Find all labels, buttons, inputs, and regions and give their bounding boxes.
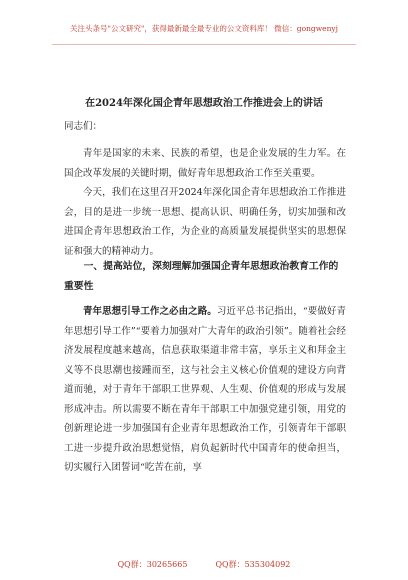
salutation: 同志们： xyxy=(64,121,103,132)
section-heading-1: 一、提高站位，深刻理解加强国企青年思想政治教育工作的重要性 xyxy=(64,261,339,292)
footer-qq-group-1: QQ群：30265665 xyxy=(117,560,188,569)
paragraph-intro: 青年是国家的未来、民族的希望，也是企业发展的生力军。在国企改革发展的关键时期，做好青年思想政治工作至关重要。 xyxy=(64,148,346,179)
header-divider xyxy=(52,44,356,45)
paragraph-purpose: 今天，我们在这里召开2024年深化国企青年思想政治工作推进会，目的是进一步统一思想、提高认识、明确任务，切实加强和改进国企青年思想政治工作，为企业的高质量发展提供坚实的思想保证和强大的精神动力。 xyxy=(64,187,346,257)
paragraph-section-1-text: 习近平总书记指出，“要做好青年思想引导工作”“要着力加强对广大青年的政治引领”。随着社会经济发展程度越来越高，信息获取渠道非常丰富，享乐主义和拜金主义等不良思潮也接踵而至，这与社会主义核心价值观的建设方向背道而驰，对于青年干部职工世界观、人生观、价值观的形成与发展形成冲击。所以需要不断在青年干部职工中加强党建引领，用党的创新理论进一步加强国有企业青年思想政治工作，引领青年干部职工进一步提升政治思想觉悟，肩负起新时代中国青年的使命担当，切实履行入团誓词“吃苦在前，享 xyxy=(64,306,346,473)
footer-qq-group-2: QQ群：535304092 xyxy=(215,560,291,569)
footer xyxy=(0,560,408,570)
paragraph-lead-phrase: 青年思想引导工作之必由之路。 xyxy=(83,306,217,317)
paragraph-section-1 xyxy=(64,302,346,478)
document-title: 在2024年深化国企青年思想政治工作推进会上的讲话 xyxy=(85,98,323,109)
header-banner: 关注头条号"公文研究"，获得最新最全最专业的公文资料库！ 微信：gongwenyj xyxy=(70,24,338,33)
